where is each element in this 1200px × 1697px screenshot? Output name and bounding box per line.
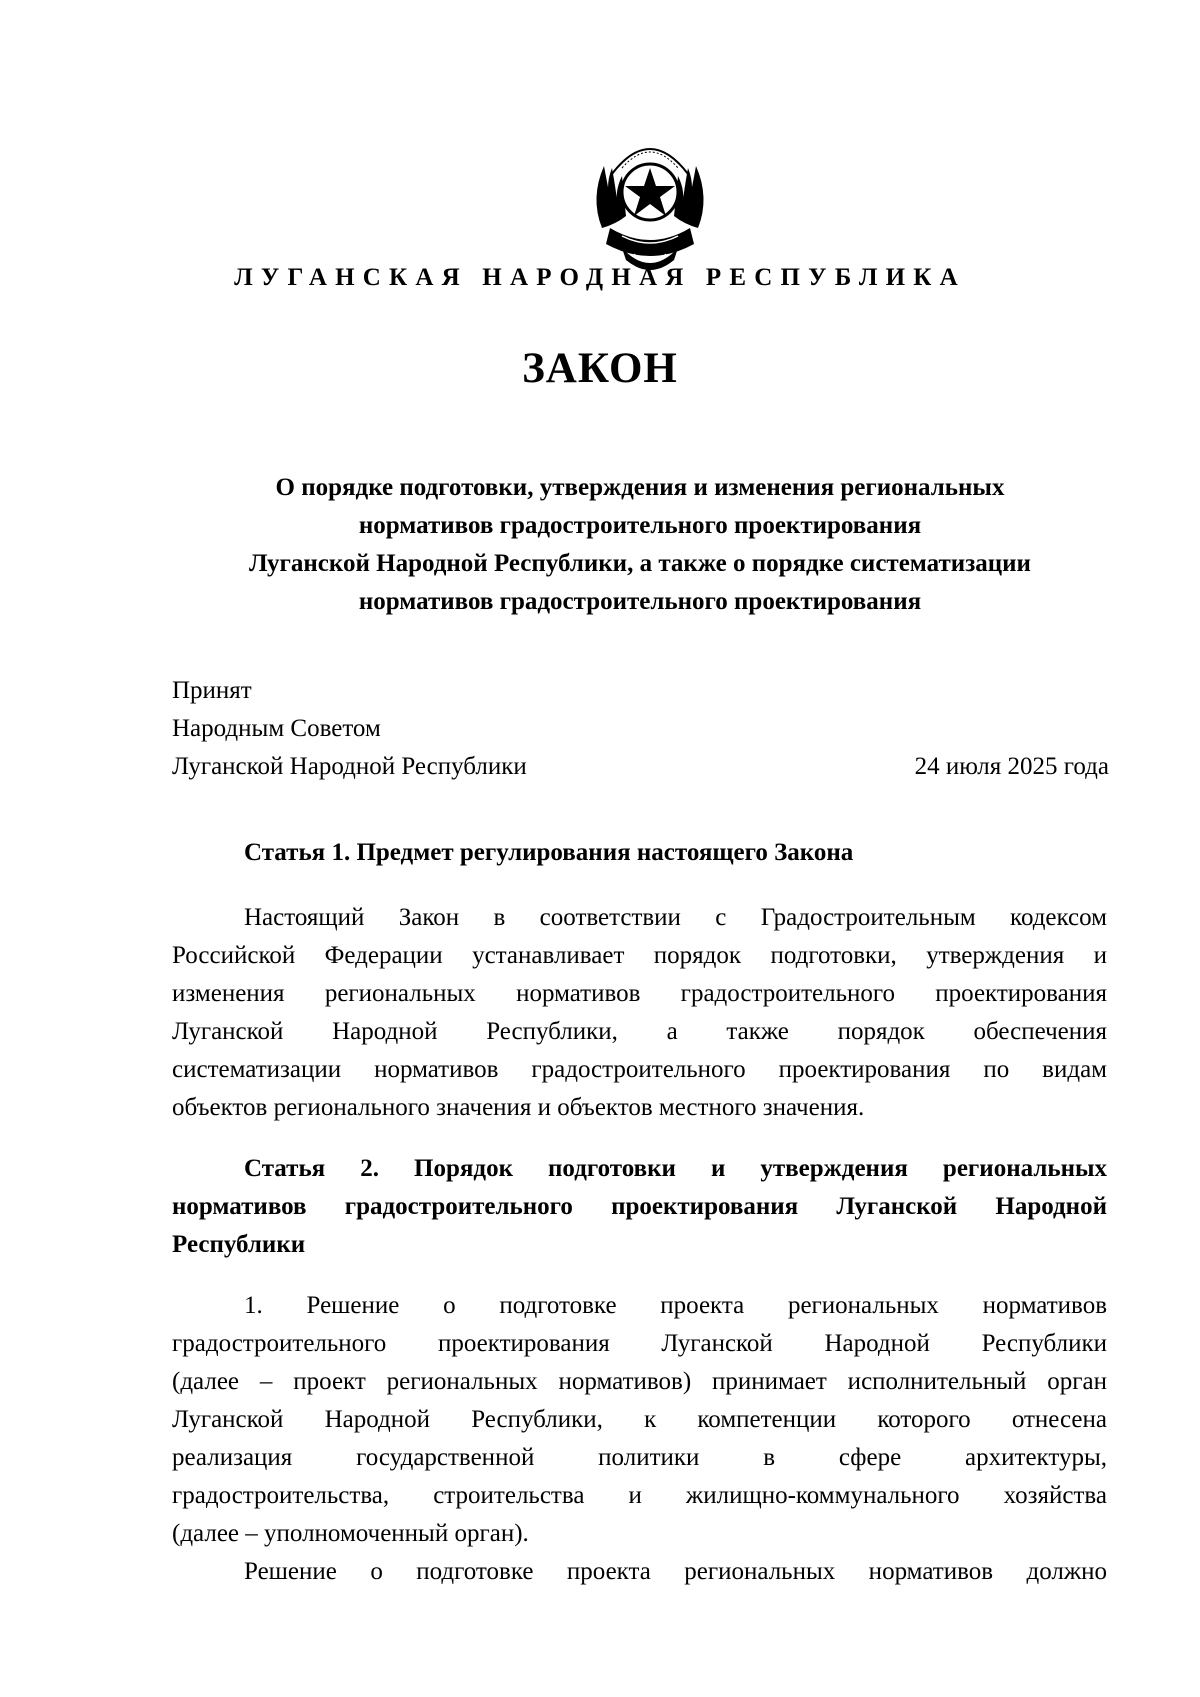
document-type: ЗАКОН <box>522 345 678 392</box>
article-1-line: систематизации нормативов градостроительного проектирования по видам <box>172 1056 1107 1083</box>
article-1-line: изменения региональных нормативов градостроительного проектирования <box>172 980 1107 1007</box>
article-1-line: Настоящий Закон в соответствии с Градостроительным кодексом <box>244 904 1107 931</box>
adoption-block <box>172 672 527 786</box>
article-2-line: градостроительного проектирования Луганской Народной Республики <box>172 1330 1107 1357</box>
law-title <box>170 469 1110 621</box>
title-line: Луганской Народной Республики, а также о порядке систематизации <box>249 550 1031 577</box>
article-2-heading-line: нормативов градостроительного проектирования Луганской Народной <box>172 1193 1107 1220</box>
article-2-line: градостроительства, строительства и жилищно-коммунального хозяйства <box>172 1482 1107 1509</box>
article-2-line: реализация государственной политики в сфере архитектуры, <box>172 1444 1107 1471</box>
title-line: О порядке подготовки, утверждения и изменения региональных <box>275 474 1005 501</box>
article-2-heading-line: Республики <box>172 1231 306 1258</box>
article-2-line: (далее – проект региональных нормативов) принимает исполнительный орган <box>172 1368 1107 1395</box>
article-1-heading: Статья 1. Предмет регулирования настоящего Закона <box>244 839 854 866</box>
adoption-line: Принят <box>172 677 252 704</box>
adoption-line: Луганской Народной Республики <box>172 753 527 780</box>
coat-of-arms-emblem <box>582 128 718 280</box>
title-line: нормативов градостроительного проектирования <box>358 588 922 615</box>
title-line: нормативов градостроительного проектирования <box>358 512 922 539</box>
article-1-line: Российской Федерации устанавливает порядок подготовки, утверждения и <box>172 942 1107 969</box>
article-2-line: (далее – уполномоченный орган). <box>172 1520 529 1547</box>
adoption-line: Народным Советом <box>172 715 381 742</box>
article-2-line: Решение о подготовке проекта региональных нормативов должно <box>244 1558 1107 1585</box>
article-2-heading-line: Статья 2. Порядок подготовки и утверждения региональных <box>244 1155 1107 1182</box>
adoption-date: 24 июля 2025 года <box>914 753 1109 780</box>
article-2-line: Луганской Народной Республики, к компетенции которого отнесена <box>172 1406 1107 1433</box>
article-1-line: объектов регионального значения и объектов местного значения. <box>172 1094 865 1121</box>
article-1-line: Луганской Народной Республики, а также порядок обеспечения <box>172 1018 1107 1045</box>
republic-name: ЛУГАНСКАЯ НАРОДНАЯ РЕСПУБЛИКА <box>234 264 966 291</box>
article-2-line: 1. Решение о подготовке проекта региональных нормативов <box>244 1292 1107 1319</box>
